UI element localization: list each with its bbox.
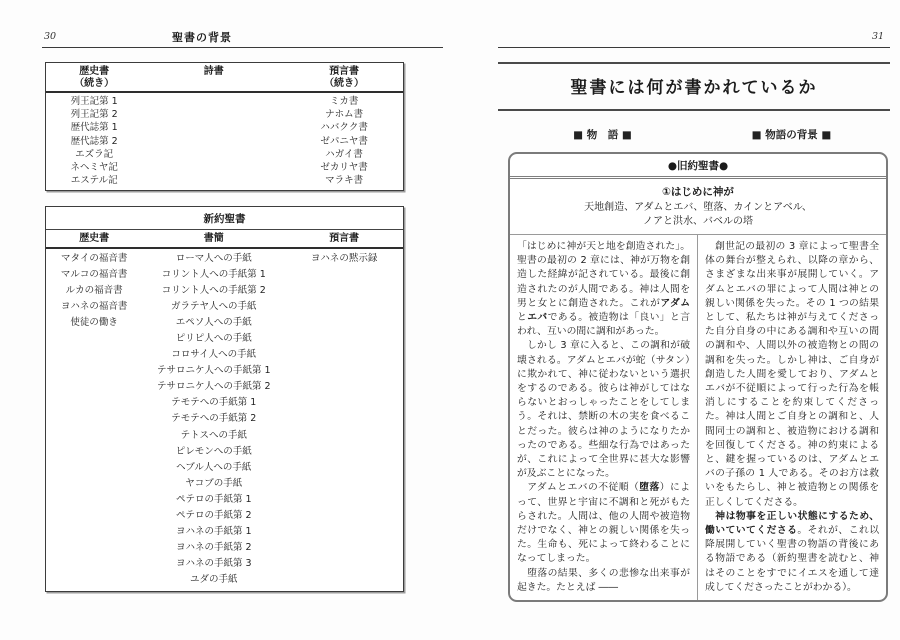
bold-text-segment: 神は物事を正しい状態にするため、働いていてくださる xyxy=(705,510,880,537)
book-row: 列王記第 1 xyxy=(70,96,118,107)
book-row: コロサイ人への手紙 xyxy=(171,349,257,361)
book-row: ルカの福音書 xyxy=(65,284,123,296)
book-row: ペテロの手紙第 1 xyxy=(175,493,252,505)
table-title: 新約聖書 xyxy=(46,207,403,230)
book-row: コリント人への手紙第 1 xyxy=(161,268,266,280)
text-segment: しかし 3 章に入ると、この調和が破壊される。アダムとエバが蛇（サタン）に欺かれて、神に従わないという選択をするのである。彼らは神がしてはならないとおっしゃったことをしてしまう。それは、禁断の木の実を食べることだった。彼らは神のようになりたかったのである。些細な行為ではあったが、これによって全世界に甚大な影響が及ぶことになった。 xyxy=(517,340,690,480)
book-row: エステル記 xyxy=(70,175,118,187)
column-header-history: 歴史書 xyxy=(79,233,110,244)
book-row: 歴代誌第 1 xyxy=(70,122,118,134)
text-segment: 創世記の最初の 3 章によって聖書全体の舞台が整えられ、以降の章から、さまざまな出来事が展開していく。アダムとエバの罪によって人間は神との親しい関係を失った。その 1 つの結果として、私たちは神が与えてくださった自分自身の中にある調和や互いの間の調和や、人間以外の被造物との間の調和を失った。しかし神は、ご自身が創造した人間を愛しており、アダムとエバが不従順によって行った行為を帳消しにすることを約束してくださった。神は人間とご自身との調和と、人間同士の調和と、被造物における調和を回復してくださる。神の約束によると、鍵を握っているのは、アダムとエバの子孫の 1 人である。そのお方は救いをもたらし、神と被造物との関係を正しくしてくださる。 xyxy=(705,241,879,508)
column-header-sublabel: （続き） xyxy=(74,77,115,89)
text-segment: 「はじめに神が天と地を創造された」。聖書の最初の 2 章には、神が万物を創造した経緯が記されている。最後に創造されたのが人間である。神は人間を男と女とに創造された。これが xyxy=(517,241,690,309)
text-segment: 。それが、これ以降展開していく聖書の物語の背後にある物語である（新約聖書を読むと、神はそのことをすでにイエスを通して達成してくださったことがわかる）。 xyxy=(705,525,880,593)
book-row: 歴代誌第 2 xyxy=(70,135,118,147)
background-text-column xyxy=(698,235,886,600)
book-row: テモテへの手紙第 1 xyxy=(171,397,257,409)
paragraph xyxy=(517,567,690,595)
paragraph xyxy=(705,240,879,510)
column-header-prophecy: 預言書 xyxy=(329,233,360,244)
column-header-label: 預言書 xyxy=(329,66,360,77)
table-body xyxy=(46,249,403,592)
table-body xyxy=(46,93,403,190)
text-segment: 堕落の結果、多くの悲惨な出来事が起きた。たとえば ―― xyxy=(517,567,690,593)
column-header-label: 歴史書 xyxy=(79,66,110,77)
story-text-column xyxy=(510,235,698,600)
bold-text-segment: アダム xyxy=(660,297,690,309)
column-header-sublabel: （続き） xyxy=(324,77,365,89)
story-box-header: ●旧約聖書● xyxy=(510,154,886,179)
history-books-column xyxy=(46,95,142,187)
book-row: ヨハネの福音書 xyxy=(60,300,128,312)
text-segment: ）によって、世界と宇宙に不調和と死がもたらされた。人間は、他の人間や被造物だけでなく、神との親しい関係を失った。生命も、死によって終わることになってしまった。 xyxy=(517,482,690,565)
paragraph xyxy=(517,339,690,481)
chapter-title: 聖書には何が書かれているか xyxy=(570,78,818,98)
section-subtitle-line2: ノアと洪水、バベルの塔 xyxy=(643,215,753,227)
book-row: テトスへの手紙 xyxy=(180,429,247,441)
book-row: コリント人への手紙第 2 xyxy=(161,284,266,296)
page-number-left: 30 xyxy=(44,31,57,42)
history-books-column xyxy=(46,251,142,589)
chapter-title-block xyxy=(498,62,890,111)
book-row: ハガイ書 xyxy=(325,148,363,160)
column-header-poetry xyxy=(142,66,285,89)
running-head-rule-left xyxy=(42,47,443,48)
book-row: ハバクク書 xyxy=(320,122,368,134)
book-row: ペテロの手紙第 2 xyxy=(175,510,252,521)
book-row: マラキ書 xyxy=(325,175,364,187)
book-row: ピレモンへの手紙 xyxy=(175,445,252,457)
book-row: ネヘミヤ記 xyxy=(70,161,118,173)
book-row: 列王記第 2 xyxy=(70,109,118,121)
book-row: マルコの福音書 xyxy=(60,268,128,280)
book-row: ヨハネの手紙第 3 xyxy=(175,558,252,570)
prophecy-books-column xyxy=(285,251,403,589)
running-head-rule-right xyxy=(498,47,890,48)
column-labels xyxy=(508,127,886,142)
book-row: テサロニケ人への手紙第 2 xyxy=(156,381,271,393)
paragraph xyxy=(517,481,690,566)
book-row: ゼパニヤ書 xyxy=(320,135,368,147)
paragraph xyxy=(705,510,879,595)
book-row: エズラ記 xyxy=(75,148,114,160)
book-row: ヨハネの手紙第 1 xyxy=(175,526,252,538)
running-title: 聖書の背景 xyxy=(172,31,232,44)
old-testament-story-box xyxy=(508,152,888,602)
book-row: ナホム書 xyxy=(325,109,364,121)
book-row: ゼカリヤ書 xyxy=(320,161,368,173)
book-row: ヘブル人への手紙 xyxy=(176,461,252,473)
bold-text-segment: エバ xyxy=(527,312,548,324)
book-row: マタイの福音書 xyxy=(61,252,128,264)
book-row: ヨハネの黙示録 xyxy=(310,252,378,264)
book-row: ローマ人への手紙 xyxy=(175,252,252,264)
prophet-books-column xyxy=(285,95,403,187)
book-row: ヤコブの手紙 xyxy=(185,477,243,489)
column-header-history xyxy=(46,66,142,89)
old-testament-continued-table xyxy=(45,62,404,191)
poetry-books-column xyxy=(142,95,285,187)
column-header-prophets xyxy=(285,66,403,89)
book-row: ガラテヤ人への手紙 xyxy=(171,300,257,312)
story-box-body xyxy=(510,235,886,600)
text-segment xyxy=(705,511,715,522)
page-number-right: 31 xyxy=(872,31,885,42)
book-row: テモテへの手紙第 2 xyxy=(171,413,257,425)
story-section-heading xyxy=(510,179,886,235)
epistle-books-column xyxy=(142,251,285,589)
paragraph xyxy=(517,240,690,339)
new-testament-table xyxy=(45,206,404,592)
bold-text-segment: 堕落 xyxy=(639,482,660,494)
text-segment: と xyxy=(517,312,528,324)
story-column-label: ■ 物 語 ■ xyxy=(573,129,632,141)
book-row: ユダの手紙 xyxy=(190,574,238,586)
background-column-label: ■ 物語の背景 ■ xyxy=(751,129,832,141)
book-row: エペソ人への手紙 xyxy=(175,316,252,328)
table-header-row xyxy=(46,230,403,249)
column-header-epistles: 書簡 xyxy=(203,233,224,244)
book-row: 使徒の働き xyxy=(70,316,118,328)
book-row: ピリピ人への手紙 xyxy=(175,332,252,344)
text-segment: アダムとエバの不従順（ xyxy=(517,482,640,494)
book-row: テサロニケ人への手紙第 1 xyxy=(156,365,271,377)
book-row: ミカ書 xyxy=(329,96,359,107)
column-header-label: 詩書 xyxy=(203,66,224,77)
book-row: ヨハネの手紙第 2 xyxy=(175,542,252,554)
table-header-row xyxy=(46,63,403,93)
section-subtitle-line1: 天地創造、アダムとエバ、堕落、カインとアベル、 xyxy=(584,202,812,213)
section-title: ①はじめに神が xyxy=(662,186,734,198)
text-segment: である。被造物は「良い」と言われ、互いの間に調和があった。 xyxy=(517,312,691,338)
